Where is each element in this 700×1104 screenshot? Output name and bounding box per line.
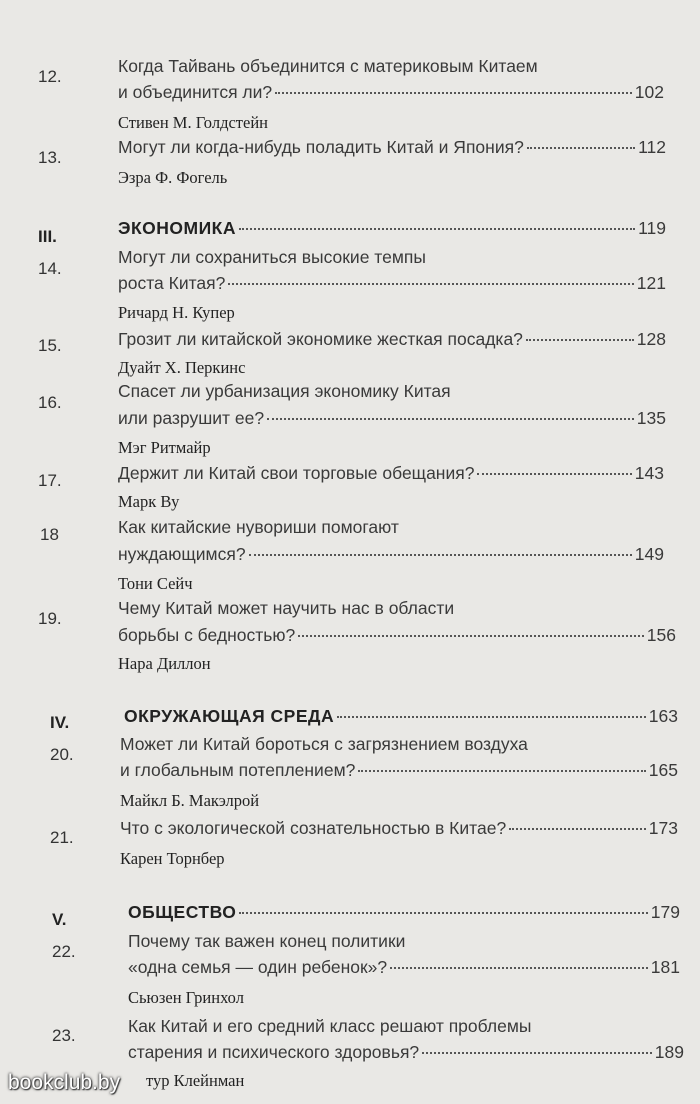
entry-title-leader	[118, 407, 666, 429]
entry-author: Майкл Б. Макэлрой	[120, 791, 260, 810]
dot-leader	[228, 283, 633, 285]
dot-leader	[358, 770, 645, 772]
entry-number: 14.	[38, 259, 62, 278]
page-number: 121	[636, 273, 666, 293]
entry-title-line2: и объединится ли?	[118, 82, 273, 102]
entry-author: Стивен М. Голдстейн	[118, 113, 268, 132]
page-number: 179	[650, 902, 680, 922]
entry-author: Дуайт Х. Перкинс	[118, 358, 246, 377]
entry-author: Мэг Ритмайр	[118, 438, 211, 457]
entry-author: Нара Диллон	[118, 654, 211, 673]
entry-title-line1: Могут ли когда-нибудь поладить Китай и Япония?	[118, 137, 524, 157]
entry-title-leader	[128, 956, 680, 978]
entry-title-leader	[128, 1041, 684, 1063]
entry-title-line2: борьбы с бедностью?	[118, 625, 296, 645]
entry-number: 21.	[50, 828, 74, 847]
dot-leader	[477, 473, 631, 475]
entry-title-line1: Грозит ли китайской экономике жесткая посадка?	[118, 329, 523, 349]
entry-title-line1: Как Китай и его средний класс решают проблемы	[128, 1016, 532, 1036]
entry-title-line1: Почему так важен конец политики	[128, 931, 406, 951]
entry-title-line1: Могут ли сохраниться высокие темпы	[118, 247, 426, 267]
entry-title-line2: роста Китая?	[118, 273, 226, 293]
entry-number: 23.	[52, 1026, 76, 1045]
page-number: 149	[634, 544, 664, 564]
entry-title-leader	[118, 624, 676, 646]
entry-title-line2: нуждающимся?	[118, 544, 246, 564]
section-title: ЭКОНОМИКА	[118, 218, 236, 238]
entry-number: 18	[40, 525, 59, 544]
page-number: 112	[638, 137, 666, 157]
dot-leader	[422, 1052, 652, 1054]
entry-author: Эзра Ф. Фогель	[118, 168, 228, 187]
entry-title-leader	[118, 272, 666, 294]
page-number: 163	[648, 706, 678, 726]
dot-leader	[390, 967, 648, 969]
dot-leader	[267, 418, 634, 420]
page-number: 165	[648, 760, 678, 780]
entry-title-leader	[118, 81, 664, 103]
section-leader	[124, 705, 678, 727]
entry-title-leader	[120, 817, 678, 839]
section-title: ОБЩЕСТВО	[128, 902, 237, 922]
dot-leader	[526, 339, 634, 341]
dot-leader	[249, 554, 632, 556]
entry-number: 22.	[52, 942, 76, 961]
section-leader	[128, 901, 680, 923]
entry-title-line2: «одна семья — один ребенок»?	[128, 957, 388, 977]
page-number: 128	[636, 329, 666, 349]
entry-author: Сьюзен Гринхол	[128, 988, 244, 1007]
entry-title-line2: старения и психического здоровья?	[128, 1042, 420, 1062]
entry-number: 12.	[38, 67, 62, 86]
entry-title-line1: Чему Китай может научить нас в области	[118, 598, 455, 618]
watermark: bookclub.by	[8, 1071, 121, 1094]
entry-title-leader	[118, 543, 664, 565]
entry-number: 19.	[38, 609, 62, 628]
page-number: 143	[634, 463, 664, 483]
entry-number: 20.	[50, 745, 74, 764]
page-number: 102	[634, 82, 664, 102]
entry-number: 17.	[38, 471, 62, 490]
section-title: ОКРУЖАЮЩАЯ СРЕДА	[124, 706, 335, 726]
entry-title-line1: Как китайские нувориши помогают	[118, 517, 399, 537]
section-roman: III.	[38, 227, 57, 246]
entry-author: Марк Ву	[118, 492, 180, 511]
entry-title-line1: Спасет ли урбанизация экономику Китая	[118, 381, 451, 401]
entry-number: 16.	[38, 393, 62, 412]
section-roman: IV.	[50, 713, 70, 732]
entry-author: Тони Сейч	[118, 574, 193, 593]
entry-number: 15.	[38, 336, 62, 355]
page-number: 156	[646, 625, 676, 645]
dot-leader	[527, 147, 635, 149]
section-roman: V.	[52, 910, 67, 929]
dot-leader	[337, 716, 646, 718]
entry-number: 13.	[38, 148, 62, 167]
entry-title-line2: и глобальным потеплением?	[120, 760, 356, 780]
entry-author: тур Клейнман	[146, 1071, 245, 1090]
entry-title-line1: Что с экологической сознательностью в Китае?	[120, 818, 507, 838]
page-number: 189	[654, 1042, 684, 1062]
page-number: 135	[636, 408, 666, 428]
dot-leader	[239, 912, 647, 914]
entry-title-line2: или разрушит ее?	[118, 408, 265, 428]
page-number: 119	[638, 218, 666, 238]
entry-title-leader	[120, 759, 678, 781]
entry-title-leader	[118, 136, 666, 158]
entry-title-line1: Когда Тайвань объединится с материковым Китаем	[118, 56, 538, 76]
dot-leader	[509, 828, 646, 830]
entry-title-leader	[118, 328, 666, 350]
dot-leader	[298, 635, 644, 637]
entry-title-leader	[118, 462, 664, 484]
entry-author: Карен Торнбер	[120, 849, 225, 868]
dot-leader	[239, 228, 635, 230]
page-number: 173	[648, 818, 678, 838]
dot-leader	[275, 92, 632, 94]
entry-title-line1: Держит ли Китай свои торговые обещания?	[118, 463, 475, 483]
entry-title-line1: Может ли Китай бороться с загрязнением воздуха	[120, 734, 528, 754]
entry-author: Ричард Н. Купер	[118, 303, 235, 322]
section-leader	[118, 217, 666, 239]
page-number: 181	[650, 957, 680, 977]
